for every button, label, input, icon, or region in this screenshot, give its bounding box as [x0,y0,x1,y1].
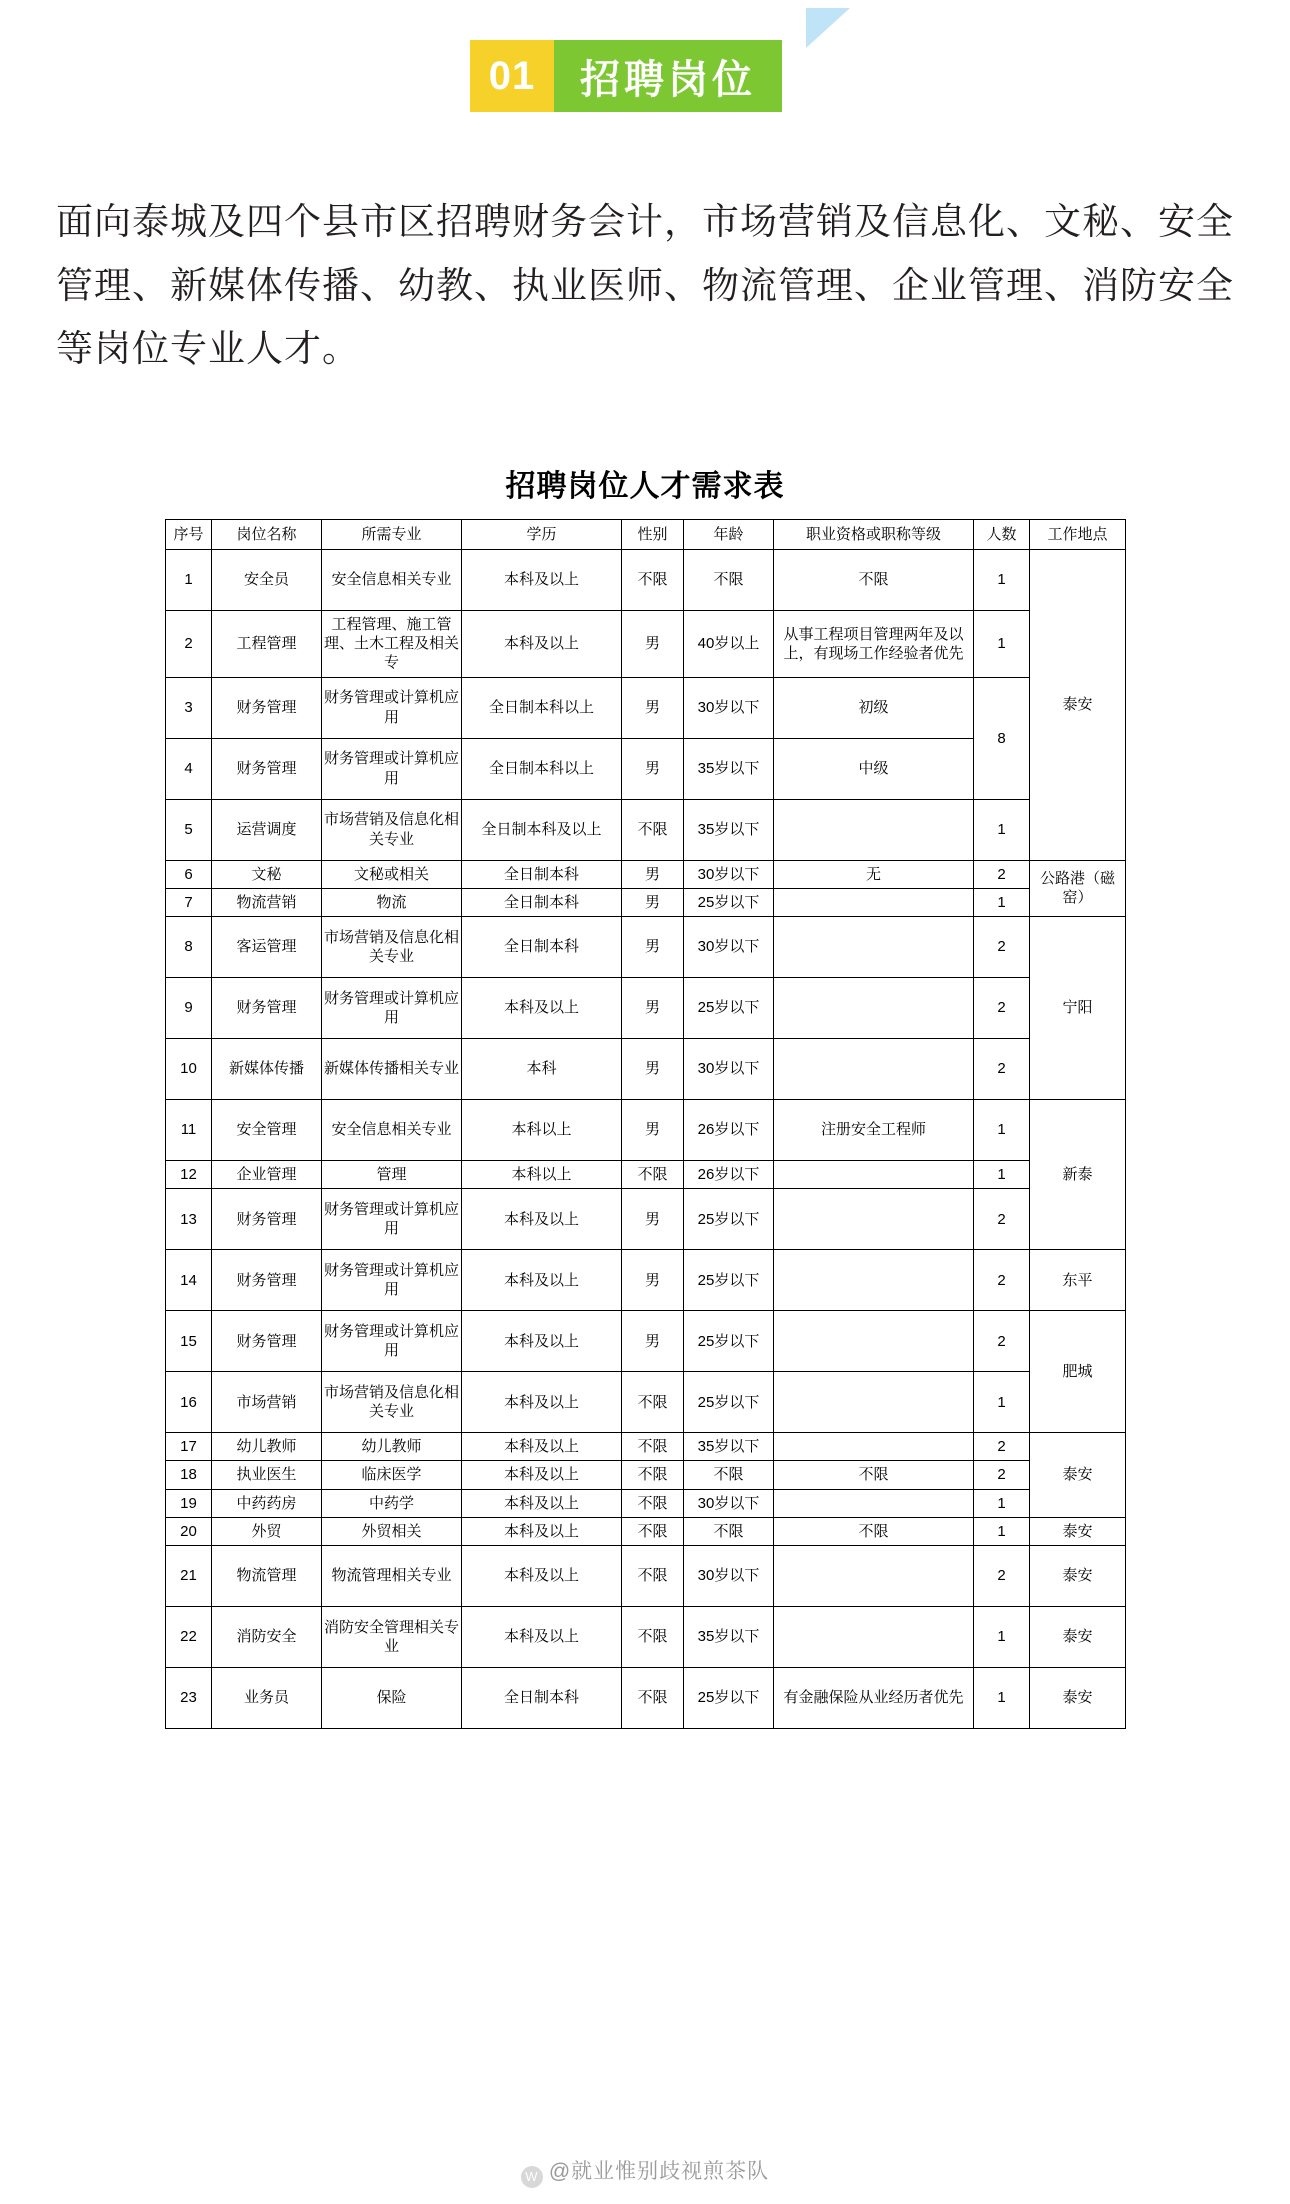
cell-count: 1 [974,611,1030,678]
cell-major: 工程管理、施工管理、土木工程及相关专 [322,611,462,678]
cell-job: 幼儿教师 [212,1433,322,1461]
cell-count: 2 [974,978,1030,1039]
cell-certificate: 从事工程项目管理两年及以上，有现场工作经验者优先 [774,611,974,678]
cell-major: 财务管理或计算机应用 [322,1311,462,1372]
cell-age: 不限 [684,550,774,611]
cell-job: 财务管理 [212,1189,322,1250]
cell-count: 2 [974,917,1030,978]
cell-education: 本科及以上 [462,978,622,1039]
cell-count: 2 [974,860,1030,888]
cell-major: 财务管理或计算机应用 [322,1189,462,1250]
cell-job: 企业管理 [212,1161,322,1189]
cell-no: 2 [166,611,212,678]
cell-job: 财务管理 [212,1311,322,1372]
cell-age: 30岁以下 [684,1489,774,1517]
cell-job: 消防安全 [212,1606,322,1667]
cell-major: 幼儿教师 [322,1433,462,1461]
cell-count: 2 [974,1039,1030,1100]
col-header-age: 年龄 [684,519,774,549]
cell-location: 新泰 [1030,1100,1126,1250]
cell-no: 17 [166,1433,212,1461]
cell-gender: 不限 [622,1489,684,1517]
cell-no: 5 [166,799,212,860]
intro-paragraph: 面向泰城及四个县市区招聘财务会计，市场营销及信息化、文秘、安全管理、新媒体传播、幼教、执业医师、物流管理、企业管理、消防安全等岗位专业人才。 [56,201,1234,370]
table-row [166,917,1126,978]
cell-job: 外贸 [212,1517,322,1545]
cell-location: 宁阳 [1030,917,1126,1100]
table-row [166,1161,1126,1189]
cell-gender: 男 [622,677,684,738]
cell-no: 19 [166,1489,212,1517]
cell-count: 1 [974,1489,1030,1517]
cell-major: 安全信息相关专业 [322,550,462,611]
cell-gender: 不限 [622,1667,684,1728]
cell-education: 本科及以上 [462,1250,622,1311]
col-header-no: 序号 [166,519,212,549]
cell-job: 市场营销 [212,1372,322,1433]
cell-gender: 不限 [622,1606,684,1667]
cell-education: 本科及以上 [462,1606,622,1667]
cell-no: 16 [166,1372,212,1433]
cell-gender: 不限 [622,799,684,860]
table-row [166,799,1126,860]
cell-age: 25岁以下 [684,888,774,916]
cell-certificate: 中级 [774,738,974,799]
cell-gender: 男 [622,1250,684,1311]
cell-major: 消防安全管理相关专业 [322,1606,462,1667]
cell-certificate [774,978,974,1039]
cell-major: 财务管理或计算机应用 [322,1250,462,1311]
cell-gender: 不限 [622,1545,684,1606]
table-row [166,1606,1126,1667]
section-title: 招聘岗位 [554,40,782,112]
cell-location: 泰安 [1030,1517,1126,1545]
cell-no: 9 [166,978,212,1039]
cell-education: 本科及以上 [462,1489,622,1517]
cell-certificate: 无 [774,860,974,888]
table-row [166,1461,1126,1489]
cell-certificate [774,1250,974,1311]
cell-certificate [774,1606,974,1667]
jobs-table-body [166,550,1126,1729]
cell-count: 1 [974,799,1030,860]
cell-major: 财务管理或计算机应用 [322,677,462,738]
cell-count: 1 [974,1372,1030,1433]
cell-age: 30岁以下 [684,1039,774,1100]
cell-no: 13 [166,1189,212,1250]
cell-job: 财务管理 [212,677,322,738]
cell-job: 物流管理 [212,1545,322,1606]
cell-count: 1 [974,1161,1030,1189]
cell-major: 市场营销及信息化相关专业 [322,799,462,860]
cell-gender: 不限 [622,1161,684,1189]
cell-location: 泰安 [1030,1545,1126,1606]
cell-count: 2 [974,1433,1030,1461]
cell-certificate: 不限 [774,550,974,611]
cell-major: 安全信息相关专业 [322,1100,462,1161]
cell-count: 2 [974,1250,1030,1311]
table-row [166,550,1126,611]
cell-location: 泰安 [1030,1606,1126,1667]
table-header-row [166,519,1126,549]
col-header-location: 工作地点 [1030,519,1126,549]
cell-job: 财务管理 [212,738,322,799]
cell-education: 本科及以上 [462,1189,622,1250]
cell-count: 2 [974,1461,1030,1489]
cell-age: 30岁以下 [684,860,774,888]
section-badge [470,40,782,112]
cell-no: 22 [166,1606,212,1667]
table-row [166,611,1126,678]
cell-gender: 男 [622,1100,684,1161]
cell-major: 临床医学 [322,1461,462,1489]
cell-education: 全日制本科以上 [462,677,622,738]
col-header-count: 人数 [974,519,1030,549]
cell-education: 本科以上 [462,1161,622,1189]
cell-no: 12 [166,1161,212,1189]
cell-job: 客运管理 [212,917,322,978]
table-row [166,888,1126,916]
cell-age: 30岁以下 [684,1545,774,1606]
cell-education: 本科以上 [462,1100,622,1161]
cell-major: 财务管理或计算机应用 [322,978,462,1039]
cell-certificate [774,1189,974,1250]
cell-certificate [774,1039,974,1100]
section-number: 01 [470,40,554,112]
table-row [166,978,1126,1039]
cell-certificate: 不限 [774,1517,974,1545]
table-row [166,1517,1126,1545]
cell-education: 全日制本科 [462,860,622,888]
cell-age: 40岁以上 [684,611,774,678]
table-row [166,1250,1126,1311]
col-header-education: 学历 [462,519,622,549]
cell-education: 本科及以上 [462,1545,622,1606]
cell-gender: 男 [622,888,684,916]
cell-certificate: 有金融保险从业经历者优先 [774,1667,974,1728]
cell-education: 本科及以上 [462,550,622,611]
page-header [0,0,1290,150]
cell-job: 安全员 [212,550,322,611]
jobs-table [165,519,1126,1729]
cell-gender: 男 [622,978,684,1039]
cell-certificate [774,1372,974,1433]
cell-major: 文秘或相关 [322,860,462,888]
cell-gender: 男 [622,1189,684,1250]
cell-age: 25岁以下 [684,1250,774,1311]
cell-age: 26岁以下 [684,1161,774,1189]
cell-certificate [774,917,974,978]
cell-gender: 男 [622,611,684,678]
cell-certificate: 初级 [774,677,974,738]
cell-gender: 男 [622,860,684,888]
cell-education: 本科及以上 [462,1433,622,1461]
cell-major: 财务管理或计算机应用 [322,738,462,799]
cell-count: 1 [974,1667,1030,1728]
col-header-job: 岗位名称 [212,519,322,549]
cell-gender: 不限 [622,1461,684,1489]
cell-age: 不限 [684,1461,774,1489]
cell-education: 全日制本科 [462,1667,622,1728]
cell-location: 泰安 [1030,1667,1126,1728]
cell-major: 管理 [322,1161,462,1189]
cell-no: 20 [166,1517,212,1545]
cell-gender: 男 [622,738,684,799]
cell-major: 市场营销及信息化相关专业 [322,1372,462,1433]
cell-education: 本科及以上 [462,1461,622,1489]
cell-job: 工程管理 [212,611,322,678]
cell-location: 泰安 [1030,1433,1126,1518]
cell-age: 26岁以下 [684,1100,774,1161]
cell-no: 11 [166,1100,212,1161]
cell-age: 30岁以下 [684,917,774,978]
table-row [166,1433,1126,1461]
cell-education: 全日制本科 [462,917,622,978]
cell-no: 3 [166,677,212,738]
table-row [166,1372,1126,1433]
cell-certificate [774,1161,974,1189]
cell-count: 2 [974,1545,1030,1606]
cell-count: 1 [974,1100,1030,1161]
cell-education: 本科及以上 [462,1311,622,1372]
cell-location: 东平 [1030,1250,1126,1311]
cell-major: 保险 [322,1667,462,1728]
cell-age: 不限 [684,1517,774,1545]
cell-no: 10 [166,1039,212,1100]
table-row [166,1189,1126,1250]
table-title: 招聘岗位人才需求表 [505,468,785,504]
cell-count: 1 [974,1606,1030,1667]
cell-location: 肥城 [1030,1311,1126,1433]
cell-gender: 不限 [622,550,684,611]
watermark-text: @就业惟别歧视煎茶队 [548,2160,770,2183]
cell-certificate [774,799,974,860]
cell-gender: 不限 [622,1517,684,1545]
cell-major: 物流管理相关专业 [322,1545,462,1606]
cell-no: 7 [166,888,212,916]
cell-job: 业务员 [212,1667,322,1728]
cell-education: 本科及以上 [462,1517,622,1545]
cell-certificate [774,1489,974,1517]
cell-no: 14 [166,1250,212,1311]
cell-job: 安全管理 [212,1100,322,1161]
cell-job: 中药药房 [212,1489,322,1517]
cell-major: 新媒体传播相关专业 [322,1039,462,1100]
weibo-icon: W [521,2166,543,2188]
cell-age: 35岁以下 [684,1606,774,1667]
cell-major: 外贸相关 [322,1517,462,1545]
table-row [166,1100,1126,1161]
cell-education: 全日制本科 [462,888,622,916]
cell-age: 35岁以下 [684,738,774,799]
cell-no: 18 [166,1461,212,1489]
cell-job: 新媒体传播 [212,1039,322,1100]
cell-age: 35岁以下 [684,799,774,860]
cell-certificate [774,1311,974,1372]
cell-job: 执业医生 [212,1461,322,1489]
cell-count: 1 [974,550,1030,611]
cell-job: 财务管理 [212,1250,322,1311]
cell-count: 2 [974,1189,1030,1250]
cell-age: 25岁以下 [684,1667,774,1728]
cell-gender: 男 [622,1311,684,1372]
cell-job: 财务管理 [212,978,322,1039]
cell-job: 运营调度 [212,799,322,860]
cell-gender: 男 [622,917,684,978]
cell-gender: 不限 [622,1372,684,1433]
cell-education: 全日制本科及以上 [462,799,622,860]
cell-location: 公路港（磁窑） [1030,860,1126,916]
cell-major: 市场营销及信息化相关专业 [322,917,462,978]
cell-education: 本科 [462,1039,622,1100]
cell-education: 本科及以上 [462,1372,622,1433]
col-header-major: 所需专业 [322,519,462,549]
cell-job: 物流营销 [212,888,322,916]
cell-no: 23 [166,1667,212,1728]
cell-certificate [774,1433,974,1461]
table-row [166,860,1126,888]
cell-count: 1 [974,1517,1030,1545]
cell-count: 2 [974,1311,1030,1372]
cell-age: 25岁以下 [684,1311,774,1372]
cell-age: 30岁以下 [684,677,774,738]
cell-no: 8 [166,917,212,978]
cell-no: 6 [166,860,212,888]
cell-education: 本科及以上 [462,611,622,678]
table-row [166,1311,1126,1372]
cell-education: 全日制本科以上 [462,738,622,799]
cell-certificate: 注册安全工程师 [774,1100,974,1161]
col-header-certificate: 职业资格或职称等级 [774,519,974,549]
cell-no: 4 [166,738,212,799]
cell-major: 中药学 [322,1489,462,1517]
table-row [166,1667,1126,1728]
cell-count: 8 [974,677,1030,799]
table-row [166,1489,1126,1517]
cell-age: 35岁以下 [684,1433,774,1461]
cell-age: 25岁以下 [684,1372,774,1433]
watermark-footer [0,2155,1290,2188]
cell-location: 泰安 [1030,550,1126,861]
cell-major: 物流 [322,888,462,916]
cell-certificate [774,888,974,916]
table-row [166,1039,1126,1100]
jobs-table-section [0,461,1290,1729]
cell-certificate [774,1545,974,1606]
cell-job: 文秘 [212,860,322,888]
cell-age: 25岁以下 [684,1189,774,1250]
cell-no: 15 [166,1311,212,1372]
cell-no: 1 [166,550,212,611]
table-row [166,1545,1126,1606]
col-header-gender: 性别 [622,519,684,549]
cell-no: 21 [166,1545,212,1606]
cell-count: 1 [974,888,1030,916]
cell-certificate: 不限 [774,1461,974,1489]
cell-gender: 男 [622,1039,684,1100]
cell-age: 25岁以下 [684,978,774,1039]
cell-gender: 不限 [622,1433,684,1461]
table-row [166,677,1126,738]
